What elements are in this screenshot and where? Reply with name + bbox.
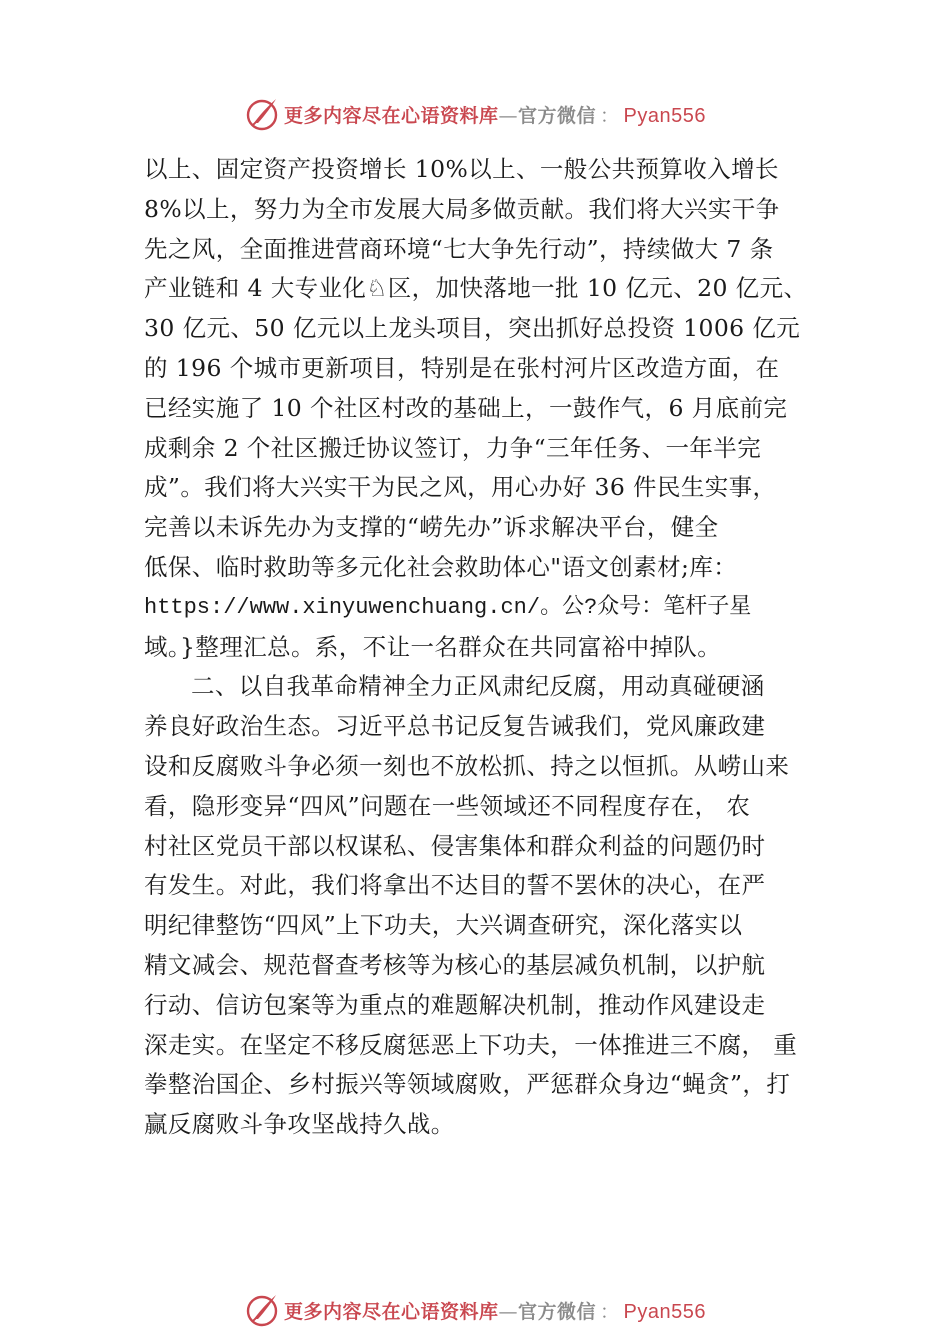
document-body xyxy=(144,150,834,1145)
banner-text xyxy=(284,101,706,128)
banner-separator: — xyxy=(498,1300,518,1323)
text-line: 成”。我们将大兴实干为民之风，用心办好 36 件民生实事， xyxy=(144,473,777,502)
quill-pen-logo-icon xyxy=(244,96,280,132)
banner-wechat-label: 官方微信 xyxy=(518,104,597,127)
banner-main-text: 更多内容尽在心语资料库 xyxy=(283,1300,499,1323)
banner-colon: ： xyxy=(600,104,620,127)
text-line: 低保、临时救助等多元化社会救助体心"语文创素材;库： xyxy=(144,552,738,581)
text-line: 30 亿元、50 亿元以上龙头项目，突出抓好总投资 1006 亿元 xyxy=(144,314,801,343)
text-line: 精文减会、规范督查考核等为核心的基层减负机制，以护航 xyxy=(144,950,766,979)
banner-colon: ： xyxy=(600,1300,620,1323)
quill-pen-logo-icon xyxy=(244,1292,280,1328)
banner-wechat-id: Pyan556 xyxy=(623,104,706,127)
text-line: 设和反腐败斗争必须一刻也不放松抓、持之以恒抓。从崂山来 xyxy=(144,751,790,780)
banner-separator: — xyxy=(498,104,518,127)
text-line: 看，隐形变异“四风”问题在一些领域还不同程度存在， 农 xyxy=(144,791,751,820)
text-line: 养良好政治生态。习近平总书记反复告诫我们，党风廉政建 xyxy=(144,712,766,741)
text-line: 行动、信访包案等为重点的难题解决机制，推动作风建设走 xyxy=(144,990,766,1019)
header-banner xyxy=(0,94,950,134)
text-line: 有发生。对此，我们将拿出不达目的誓不罢休的决心，在严 xyxy=(144,871,766,900)
banner-main-text: 更多内容尽在心语资料库 xyxy=(283,104,499,127)
text-line: 以上、固定资产投资增长 10%以上、一般公共预算收入增长 xyxy=(144,155,779,183)
banner-wechat-id: Pyan556 xyxy=(623,1300,706,1323)
text-line: 深走实。在坚定不移反腐惩恶上下功夫，一体推进三不腐， 重 xyxy=(144,1030,798,1059)
banner-wechat-label: 官方微信 xyxy=(518,1300,597,1323)
text-line: 二、以自我革命精神全力正风肃纪反腐，用动真碰硬涵 xyxy=(191,672,765,701)
text-line: 先之风，全面推进营商环境“七大争先行动”，持续做大 7 条 xyxy=(144,234,774,263)
text-line: 产业链和 4 大专业化♘区，加快落地一批 10 亿元、20 亿元、 xyxy=(144,274,808,303)
text-line: 赢反腐败斗争攻坚战持久战。 xyxy=(144,1110,455,1139)
text-line: https://www.xinyuwenchuang.cn/。公?众号：笔杆子星 xyxy=(144,594,752,620)
text-line: 完善以未诉先办为支撑的“崂先办”诉求解决平台，健全 xyxy=(144,513,719,542)
banner-text xyxy=(284,1297,706,1324)
text-line: 明纪律整饬“四风”上下功夫，大兴调查研究，深化落实以 xyxy=(144,911,743,940)
text-line: 村社区党员干部以权谋私、侵害集体和群众利益的问题仍时 xyxy=(144,831,766,860)
text-line: 8%以上，努力为全市发展大局多做贡献。我们将大兴实干争 xyxy=(144,194,780,223)
footer-banner xyxy=(0,1290,950,1330)
text-line: 拳整治国企、乡村振兴等领域腐败，严惩群众身边“蝇贪”，打 xyxy=(144,1070,791,1099)
text-line: 的 196 个城市更新项目，特别是在张村河片区改造方面，在 xyxy=(144,353,780,382)
text-line: 域。}整理汇总。系，不让一名群众在共同富裕中掉队。 xyxy=(144,632,722,661)
text-line: 成剩余 2 个社区搬迁协议签订，力争“三年任务、一年半完 xyxy=(144,433,762,462)
text-line: 已经实施了 10 个社区村改的基础上，一鼓作气，6 月底前完 xyxy=(144,393,788,422)
